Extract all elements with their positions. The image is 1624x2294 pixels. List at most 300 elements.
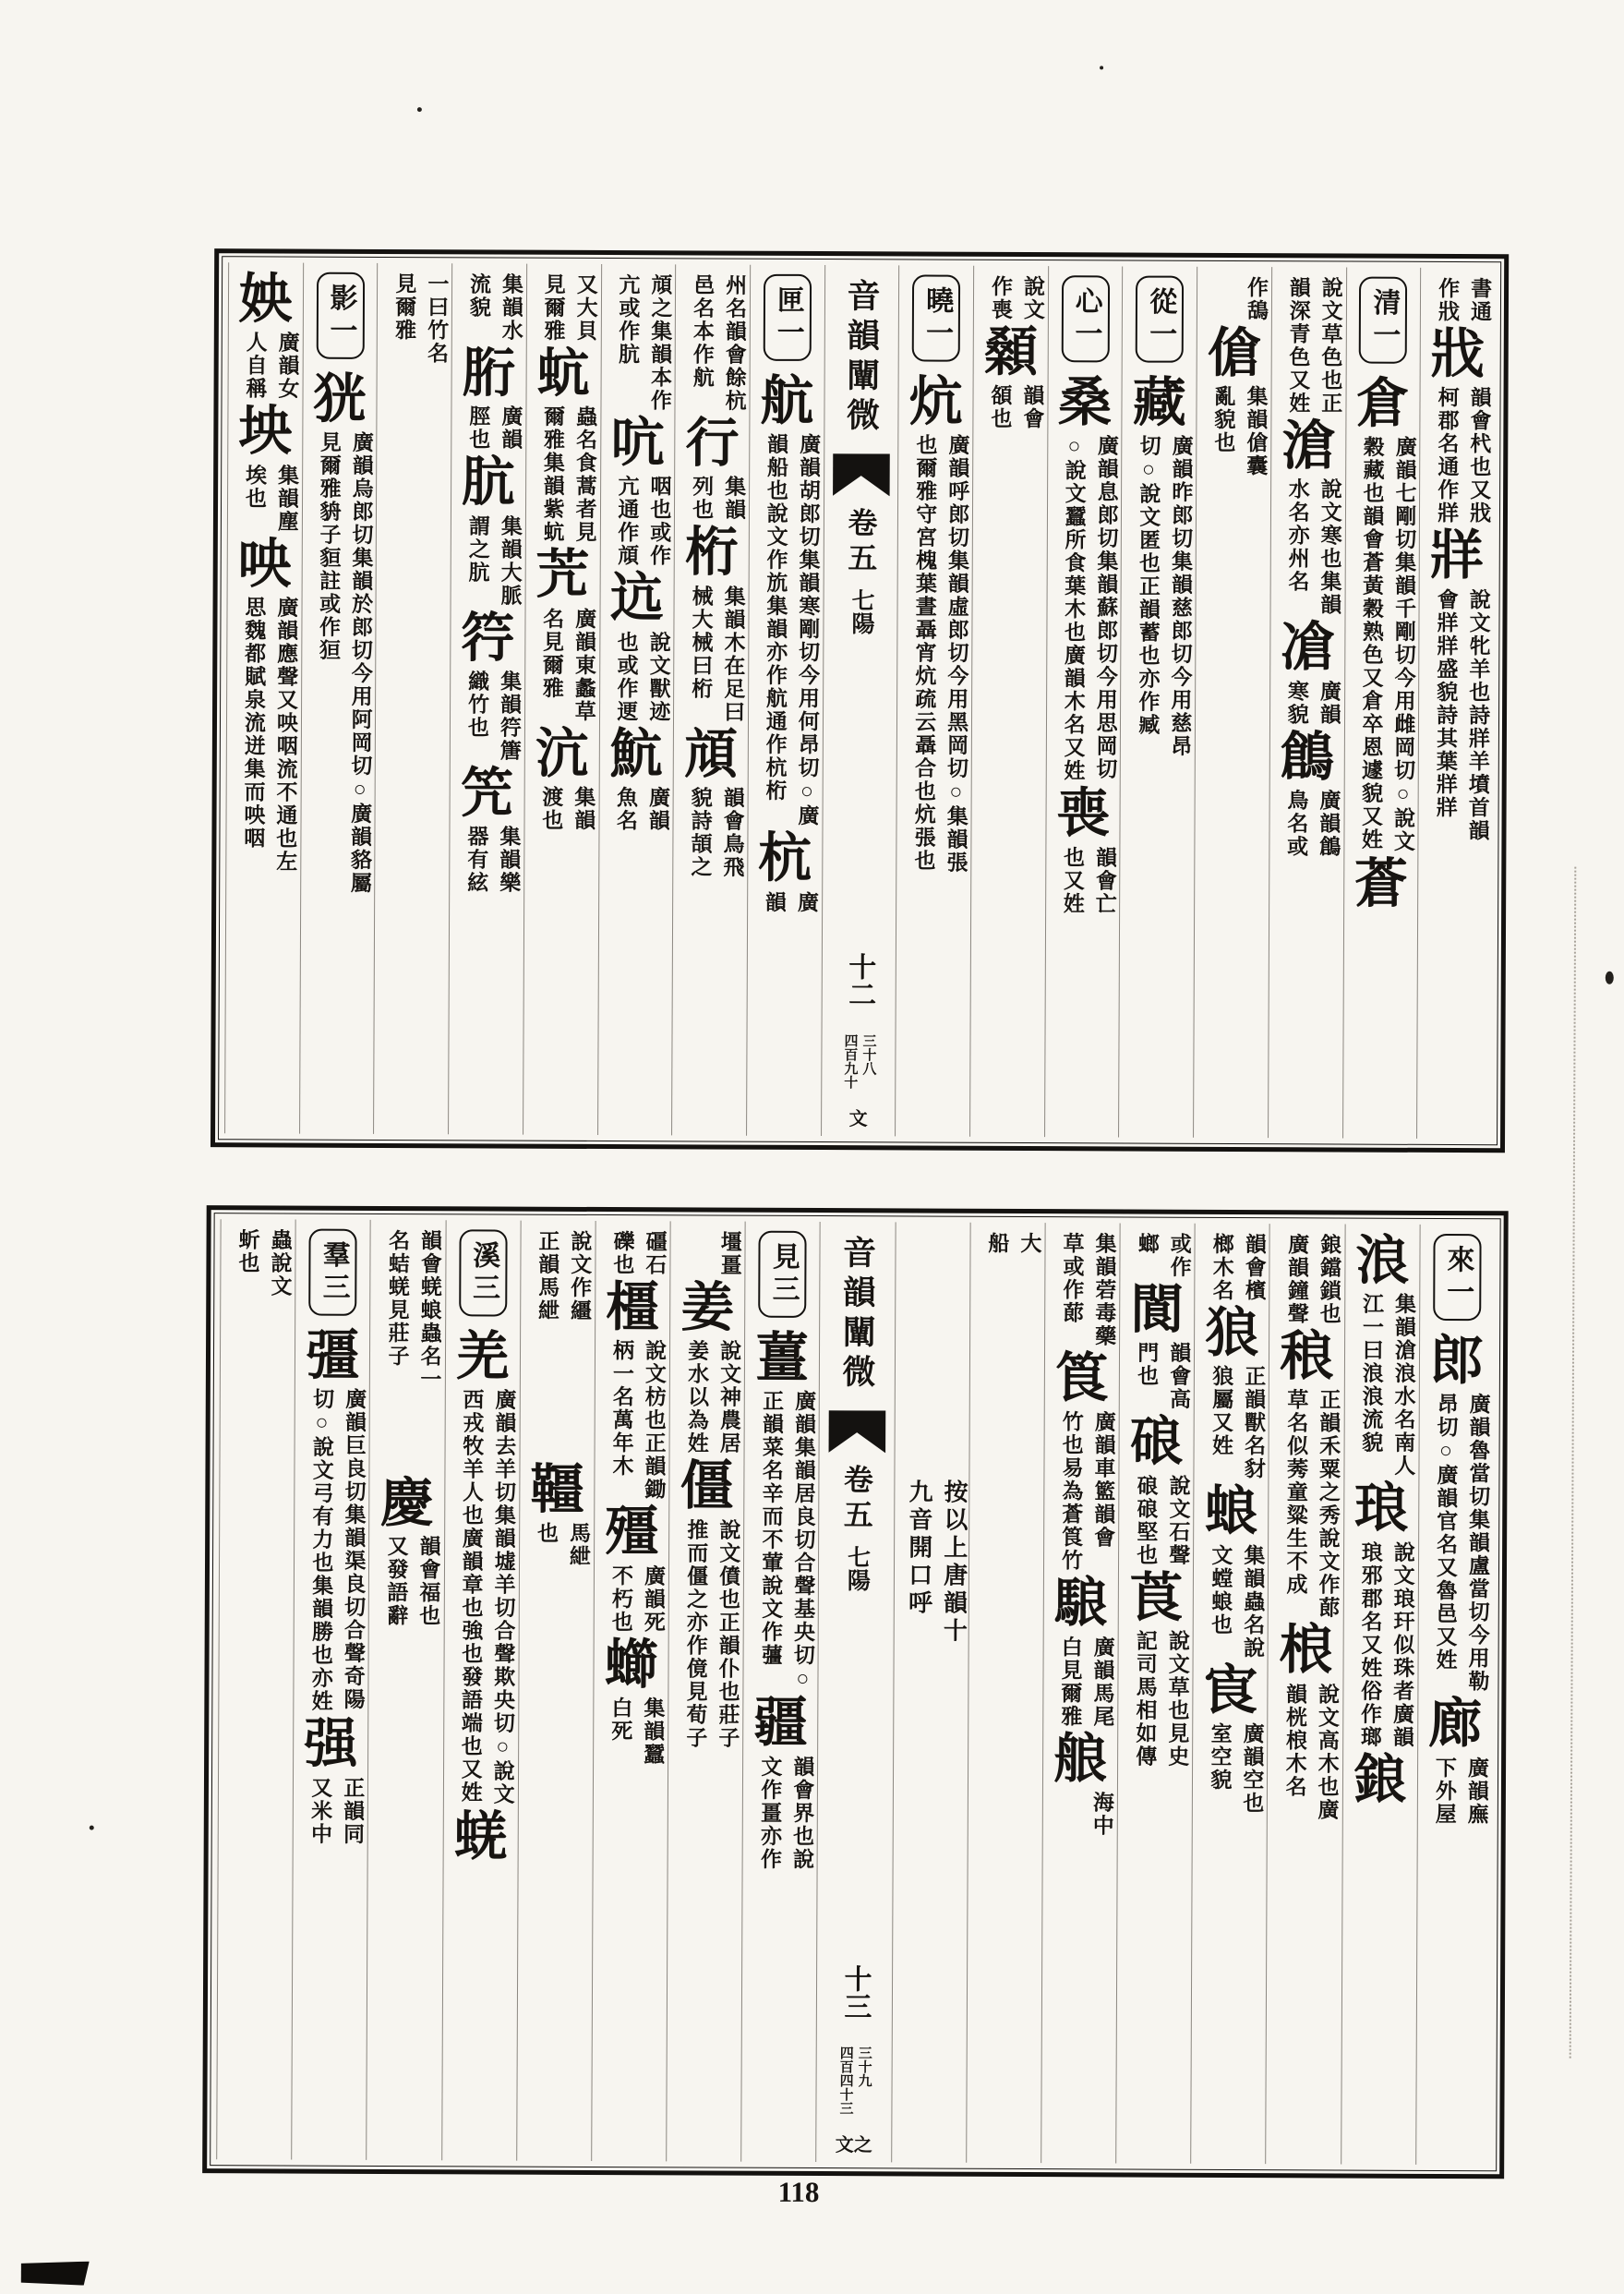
note-pair — [525, 1230, 590, 1322]
head-character: 杭 — [758, 828, 812, 889]
note-column-right: 集韻木在足曰 — [721, 585, 745, 724]
note-column-right: 說文琅玕似珠者廣韻 — [1389, 1540, 1414, 1749]
note-column-left: 也爾雅守宮槐葉晝聶宵炕疏云聶合也炕張也 — [911, 433, 937, 873]
head-character: 笐 — [460, 763, 514, 824]
head-character: 咉 — [237, 533, 292, 595]
note-column-right: 廣韻死 — [641, 1564, 666, 1634]
head-character: 㝗 — [1203, 1660, 1257, 1720]
head-character: 滄 — [1281, 416, 1336, 477]
fishtail-icon — [833, 453, 890, 496]
note-column-right: 廣韻烏郎切集韻於郎切今用阿岡切○廣韻貉屬 — [347, 431, 373, 896]
note-column-left: 名見爾雅 — [539, 607, 564, 700]
note-column-left: 琅邪郡名又姓俗作瑯 — [1357, 1540, 1382, 1749]
text-block-top — [211, 248, 1509, 1153]
note-pair — [456, 405, 521, 452]
note-pair — [599, 1564, 664, 1634]
head-character: 薑 — [755, 1327, 810, 1388]
note-column-right: 又大貝 — [573, 272, 597, 343]
text-column — [1341, 1225, 1420, 2165]
note-column-left: 穀藏也韻會蒼黃穀熟色又倉卒恩遽貌又姓 — [1358, 435, 1384, 852]
note-pair — [675, 1340, 740, 1455]
note-pair — [225, 1228, 290, 1298]
note-column-left: 白死 — [608, 1696, 632, 1744]
text-column — [516, 1221, 595, 2161]
note-column-right: 作鴰 — [1244, 276, 1269, 323]
note-column-left: 正韻馬紲 — [535, 1229, 559, 1322]
note-column-left: 正韻菜名辛而不葷說文作䕬 — [758, 1390, 784, 1668]
head-character: 狼 — [1205, 1302, 1259, 1364]
note-pair — [1349, 1293, 1414, 1478]
note-pair — [449, 1389, 515, 1806]
head-character: 慶 — [379, 1472, 434, 1534]
note-column-right: 廣韻集韻居良切合聲基央切○ — [790, 1390, 816, 1693]
note-pair — [1276, 276, 1341, 415]
note-pair — [1125, 435, 1192, 758]
head-character: 喪 — [1056, 783, 1111, 844]
note-column-right: 說文枋也正韻鋤 — [642, 1339, 667, 1502]
head-character: 藏 — [1132, 372, 1186, 433]
head-character: 稂 — [1280, 1326, 1334, 1387]
note-column-right: 集韻水 — [499, 272, 523, 343]
head-character: 胻 — [462, 343, 516, 404]
juan-label: 卷五 — [844, 507, 878, 578]
head-character: 彊 — [306, 1325, 360, 1386]
head-character: 羌 — [455, 1326, 510, 1387]
initial-rhyme-label: 從一 — [1136, 276, 1184, 363]
note-column-left: 列也 — [690, 475, 714, 522]
note-pair — [605, 475, 669, 567]
note-column-left: 狼屬又姓 — [1209, 1365, 1233, 1458]
note-pair — [1124, 1474, 1188, 1566]
note-pair — [680, 273, 746, 412]
note-pair — [1051, 846, 1115, 915]
head-character: 浪 — [1355, 1230, 1410, 1291]
text-column — [1191, 1224, 1270, 2164]
note-column-right: 書通 — [1468, 277, 1492, 324]
head-character: 牂 — [1429, 525, 1485, 586]
ink-speck — [1606, 972, 1614, 984]
note-column-left: 水名亦州名 — [1285, 477, 1309, 594]
note-column-right: 集韻筕篖 — [497, 670, 522, 763]
head-character: 桁 — [684, 522, 740, 583]
note-pair — [306, 431, 372, 895]
note-column-left: 榔木名 — [1209, 1232, 1233, 1302]
text-column — [1115, 1223, 1195, 2163]
head-character: 魧 — [609, 723, 664, 784]
note-column-right: 廣韻東蠡草 — [571, 607, 596, 723]
note-pair — [1273, 1389, 1339, 1620]
note-pair — [456, 514, 521, 607]
banxin-column — [816, 1222, 896, 2162]
note-column-left: 會牂牂盛貌詩其葉牂牂 — [1433, 587, 1458, 819]
note-column-left: 織竹也 — [464, 670, 489, 740]
head-character: 蜋 — [1204, 1481, 1258, 1542]
head-character: 鶬 — [1280, 726, 1334, 788]
note-column-right: 廣韻呼郎切集韻虛郎切今用黑岡切○集韻張 — [944, 433, 969, 875]
note-pair — [454, 826, 519, 895]
ink-speck — [90, 1826, 94, 1830]
note-column-left: 思魏都賦泉流迸集而咉咽 — [241, 596, 266, 851]
note-column-right: 廣韻馬尾 — [1090, 1635, 1114, 1729]
text-column — [448, 263, 526, 1134]
note-pair — [600, 1230, 665, 1276]
note-pair — [1425, 386, 1490, 525]
note-column-left: 記司馬相如傳 — [1133, 1629, 1157, 1769]
text-column — [299, 263, 378, 1134]
note-pair — [298, 1776, 363, 1845]
note-column-right: 廣 — [794, 890, 819, 914]
note-column-right: 韻會 — [1020, 384, 1044, 431]
note-column-left: 鳥名或 — [1284, 789, 1308, 859]
note-column-right: 韻會高 — [1166, 1341, 1191, 1412]
note-column-left: 船 — [985, 1231, 1009, 1255]
note-pair — [1424, 588, 1489, 842]
note-pair — [1200, 1233, 1265, 1302]
head-character: 吭 — [610, 413, 665, 474]
note-pair — [529, 786, 594, 832]
note-column-left: 白見爾雅 — [1058, 1635, 1082, 1728]
note-column-right: 壃畺 — [717, 1230, 741, 1277]
head-character: 琅 — [1353, 1478, 1409, 1539]
note-column-right: 正韻禾粟之秀說文作蓈 — [1316, 1388, 1341, 1620]
note-column-left: 名蛣蜣見莊子 — [385, 1228, 410, 1369]
note-column-right: 集韻傖囊 — [1244, 385, 1268, 478]
note-column-right: 蟲說文 — [268, 1228, 292, 1298]
note-pair — [1197, 1722, 1262, 1815]
text-column — [591, 1221, 670, 2161]
note-column-left: 韻船也說文作斻集韻亦作航通作杭桁 — [763, 433, 788, 803]
note-column-right: 廣韻應聲又咉咽流不通也左 — [273, 596, 298, 874]
note-pair — [679, 585, 744, 723]
note-column-right: 廣韻息郎切集韻蘇郎切今用思岡切 — [1093, 434, 1118, 781]
note-pair — [231, 596, 296, 873]
note-column-right: 廣韻胡郎切集韻寒剛切今用何昂切○廣 — [795, 433, 821, 828]
note-column-left: 切○說文匿也正韻蓄也亦作臧 — [1136, 434, 1161, 737]
note-pair — [979, 275, 1043, 321]
text-column — [1268, 267, 1346, 1138]
head-character: 凔 — [1280, 617, 1335, 678]
note-pair — [1048, 1791, 1113, 1837]
note-pair — [978, 384, 1042, 430]
note-column-right: 說文草也見史 — [1165, 1629, 1189, 1769]
note-column-left: 見爾雅 — [392, 272, 416, 343]
initial-rhyme-label: 溪三 — [459, 1229, 507, 1316]
note-pair — [901, 434, 968, 875]
head-character: 炕 — [908, 371, 963, 432]
note-column-right: 集韻 — [722, 475, 746, 522]
note-pair — [1274, 789, 1339, 858]
head-character: 蜣 — [453, 1806, 508, 1867]
text-column — [216, 1219, 295, 2159]
note-column-right: 蟲名食蒿者見 — [572, 405, 597, 545]
head-character: 郎 — [1429, 1330, 1485, 1392]
note-column-left: 草名似莠童粱生不成 — [1283, 1388, 1308, 1597]
text-block-bottom — [202, 1205, 1509, 2179]
banxin-spacer — [855, 1591, 857, 1964]
banxin-title: 音韻闡微 — [837, 1235, 876, 1395]
text-column — [1266, 1224, 1345, 2164]
note-column-right: 廣韻 — [1317, 680, 1341, 727]
text-column — [441, 1220, 521, 2160]
note-column-right: 正韻獸名豺 — [1241, 1365, 1266, 1481]
note-pair — [748, 1755, 813, 1870]
note-column-right: 州名韻會餘杭 — [722, 273, 747, 413]
column-container-top — [224, 262, 1495, 1139]
note-pair — [604, 631, 668, 723]
head-character: 䗻 — [604, 1634, 658, 1695]
note-column-left: 亢通作頏 — [615, 475, 639, 568]
note-column-right: 韻會福也 — [416, 1535, 440, 1628]
head-character: 韁 — [530, 1459, 584, 1520]
banxin-spacer — [859, 634, 860, 952]
head-character: 沆 — [535, 723, 589, 784]
note-column-left: 廣韻鐘聲 — [1284, 1233, 1309, 1326]
text-column — [966, 1223, 1045, 2163]
note-pair — [1123, 1629, 1188, 1768]
text-column — [740, 1222, 820, 2162]
note-pair — [375, 1229, 440, 1391]
note-column-right: 說文寒也集韻 — [1317, 477, 1341, 617]
note-column-left: 又米中 — [308, 1776, 332, 1846]
note-pair — [975, 1232, 1040, 1255]
note-column-left: 貌詩頡之 — [688, 786, 712, 879]
head-character: 㹰 — [312, 368, 367, 429]
head-character: 倉 — [1355, 373, 1411, 434]
note-column-left: 柄一名萬年木 — [609, 1339, 634, 1479]
note-column-right: 說文 — [1020, 274, 1045, 322]
note-column-left: 作戕 — [1436, 276, 1460, 324]
note-column-left: 流貌 — [466, 272, 491, 320]
text-column — [895, 265, 973, 1136]
note-column-right: 廣韻去羊切集韻墟羊切合聲欺央切○說文 — [490, 1388, 516, 1806]
note-column-left: 切○說文弓有力也集韻勝也亦姓 — [308, 1387, 334, 1714]
note-column-right: 按以上唐韻十 — [940, 1479, 968, 1646]
interlinear-annotation — [896, 1479, 967, 1645]
note-column-left: 草或作蓈 — [1060, 1232, 1084, 1325]
head-character: 戕 — [1430, 323, 1486, 385]
note-column-left: 見爾雅 — [541, 272, 565, 343]
note-column-left: 西戎牧羊人也廣韻章也強也發語端也又姓 — [458, 1388, 484, 1805]
leaf-number: 十三 — [839, 1964, 871, 2021]
text-column — [523, 264, 601, 1135]
note-column-right: 廣韻女 — [275, 331, 299, 401]
banxin-title: 音韻闡微 — [842, 278, 881, 438]
note-column-left: 推而僵之亦作傹見荀子 — [683, 1518, 708, 1750]
note-pair — [604, 786, 668, 832]
note-column-left: 不朽也 — [608, 1564, 633, 1634]
note-pair — [678, 786, 742, 878]
note-column-right: 鋃鐺鎖也 — [1317, 1233, 1341, 1326]
note-column-right: 說文高木也廣 — [1315, 1683, 1340, 1822]
note-column-right: 或作 — [1167, 1232, 1191, 1279]
text-column — [746, 265, 824, 1136]
note-pair — [1423, 1757, 1487, 1826]
note-pair — [1348, 1540, 1413, 1748]
tally-count: 三十八 — [860, 1033, 876, 1076]
text-column — [666, 1221, 745, 2161]
note-pair — [1050, 1232, 1115, 1347]
text-column — [969, 266, 1048, 1137]
text-column — [1044, 266, 1123, 1137]
note-column-left: 室空貌 — [1208, 1721, 1232, 1792]
note-column-left: 韻 — [762, 890, 787, 914]
note-column-left: 竹也易為蒼筤竹 — [1059, 1410, 1083, 1573]
head-character: 航 — [760, 370, 814, 432]
note-pair — [752, 433, 819, 827]
ink-smudge — [21, 2261, 90, 2285]
head-character: 僵 — [680, 1455, 734, 1516]
initial-rhyme-label: 心一 — [1061, 275, 1109, 362]
note-pair — [299, 1388, 366, 1713]
note-column-right: 說文神農居 — [716, 1339, 741, 1455]
head-character: 苀 — [535, 545, 590, 606]
text-column — [1342, 268, 1421, 1139]
note-column-right: 廣韻魯當切集韻盧當切今用勒 — [1465, 1393, 1490, 1694]
note-pair — [531, 273, 595, 343]
head-character: 筕 — [461, 607, 515, 669]
head-character: 蒼 — [1353, 853, 1408, 915]
head-character: 傖 — [1207, 322, 1261, 384]
note-column-right: 集韻蟲名說 — [1240, 1543, 1265, 1660]
head-character: 橿 — [606, 1277, 660, 1338]
note-column-right: 大 — [1017, 1231, 1041, 1256]
note-pair — [749, 1390, 814, 1692]
note-column-left: 渡也 — [539, 785, 563, 832]
note-column-left: 亂貌也 — [1211, 385, 1235, 455]
text-column — [891, 1222, 970, 2162]
tally-count: 四百四十三 — [837, 2046, 853, 2116]
note-column-right: 韻會界也說 — [789, 1755, 814, 1871]
note-pair — [1201, 385, 1266, 477]
note-pair — [1272, 1683, 1338, 1821]
note-column-right: 集韻蠶 — [641, 1696, 665, 1767]
text-column — [367, 1220, 446, 2160]
page-number: 118 — [777, 2175, 820, 2209]
note-column-right: 廣韻巨良切集韻渠良切合聲奇陽 — [341, 1388, 367, 1712]
note-column-right: 海中 — [1089, 1791, 1113, 1838]
note-column-left: 文螳蜋也 — [1209, 1543, 1233, 1636]
note-column-left: 埃也 — [242, 463, 267, 511]
note-column-left — [676, 1230, 708, 1276]
note-pair — [1275, 1233, 1340, 1325]
note-column-left: 魚名 — [613, 785, 638, 833]
note-pair — [457, 272, 522, 342]
initial-rhyme-label: 影一 — [316, 272, 364, 359]
note-pair — [1048, 1636, 1113, 1728]
note-column-left: 硠硠堅也 — [1134, 1474, 1158, 1567]
text-column — [597, 264, 676, 1135]
head-character: 坱 — [238, 401, 293, 462]
head-character: 行 — [685, 413, 740, 474]
rhyme-label: 七陽 — [848, 588, 874, 635]
head-character: 姎 — [238, 269, 294, 330]
note-column-left: 江一曰浪浪流貌 — [1359, 1292, 1384, 1455]
note-column-left: ○說文蠶所食葉木也廣韻木名又姓 — [1061, 434, 1086, 783]
note-pair — [673, 1518, 739, 1749]
note-column-left: 人自稱 — [243, 331, 267, 401]
text-column — [291, 1220, 370, 2160]
note-column-left: 脛也 — [466, 404, 490, 452]
note-pair — [233, 464, 297, 533]
head-character: 蚢 — [536, 343, 591, 404]
note-pair — [382, 272, 447, 365]
note-column-left: 邑名本作航 — [690, 273, 715, 390]
text-column — [1041, 1223, 1120, 2163]
head-character: 强 — [304, 1713, 358, 1775]
note-column-left: 文作畺亦作 — [757, 1755, 782, 1871]
head-character: 肮 — [461, 452, 516, 513]
ink-speck — [1100, 66, 1103, 69]
note-pair — [1125, 1232, 1190, 1278]
note-column-left: 也或作䢚 — [614, 630, 638, 723]
note-column-right: 說文僨也正韻仆也莊子 — [716, 1518, 740, 1750]
note-column-left: 又發語辭 — [384, 1535, 408, 1628]
note-pair — [374, 1535, 439, 1627]
note-column-right: 韻會亡 — [1092, 845, 1117, 916]
note-pair — [1202, 276, 1267, 322]
note-column-right: 韻會杙也又戕 — [1467, 386, 1491, 525]
note-column-right: 集韻塵 — [274, 464, 299, 534]
head-character: 桹 — [1279, 1620, 1333, 1681]
text-column — [1415, 1225, 1495, 2165]
note-pair — [524, 1522, 589, 1568]
head-character: 莨 — [1128, 1567, 1184, 1628]
head-character: 艆 — [1053, 1728, 1108, 1790]
note-column-right: 廣韻 — [499, 404, 523, 452]
note-column-right: 韻會檳 — [1242, 1233, 1266, 1303]
note-column-right: 集韻菪毒藥 — [1092, 1232, 1116, 1348]
note-column-left: 韻深青色又姓 — [1286, 276, 1310, 416]
note-column-left: 也又姓 — [1060, 845, 1085, 915]
note-pair — [680, 476, 744, 522]
head-character: 顙 — [983, 321, 1038, 383]
juan-label: 卷五 — [839, 1464, 874, 1535]
head-character: 疆 — [753, 1693, 808, 1754]
head-character: 廊 — [1428, 1694, 1483, 1755]
note-column-right: 頏之集韻本作 — [647, 273, 672, 413]
note-column-left: 下外屋 — [1432, 1756, 1457, 1826]
note-pair — [752, 890, 817, 913]
note-pair — [1349, 436, 1415, 853]
note-column-left: 器有絃 — [464, 825, 488, 895]
note-column-left: 螂 — [1135, 1232, 1159, 1256]
note-column-right: 廣韻車籃韻會 — [1091, 1410, 1115, 1550]
note-column-right: 集韻 — [571, 785, 595, 832]
note-column-right: 廣韻空也 — [1240, 1721, 1264, 1816]
note-column-left: 寒貌 — [1284, 679, 1308, 726]
initial-rhyme-label: 見三 — [759, 1231, 807, 1318]
note-column-right: 說文作繮 — [568, 1229, 592, 1322]
tally-numbers — [842, 1033, 874, 1089]
head-character: 閬 — [1130, 1279, 1185, 1340]
note-column-left: 見爾雅貈子貆註或作狟 — [316, 430, 341, 663]
note-pair — [1125, 1342, 1189, 1411]
note-column-left: 蚚也 — [235, 1228, 259, 1275]
note-column-left: 作喪 — [988, 274, 1013, 321]
note-pair — [1423, 1393, 1488, 1693]
note-pair — [1275, 477, 1341, 616]
note-column-right: 礓石 — [643, 1230, 667, 1277]
note-column-right: 集韻滄浪水名南人 — [1391, 1293, 1416, 1479]
note-pair — [676, 1230, 740, 1276]
tally-count: 四百九十 — [842, 1033, 858, 1090]
banxin-foot-mark: 文 — [848, 1109, 868, 1130]
initial-rhyme-label: 曉一 — [912, 274, 960, 361]
note-pair — [1049, 1410, 1114, 1572]
note-column-right: 集韻樂 — [497, 825, 521, 895]
note-column-right: 廣韻七剛切集韻千剛切今用雌岡切○說文 — [1390, 436, 1416, 854]
note-column-right: 集韻大脈 — [498, 514, 522, 608]
